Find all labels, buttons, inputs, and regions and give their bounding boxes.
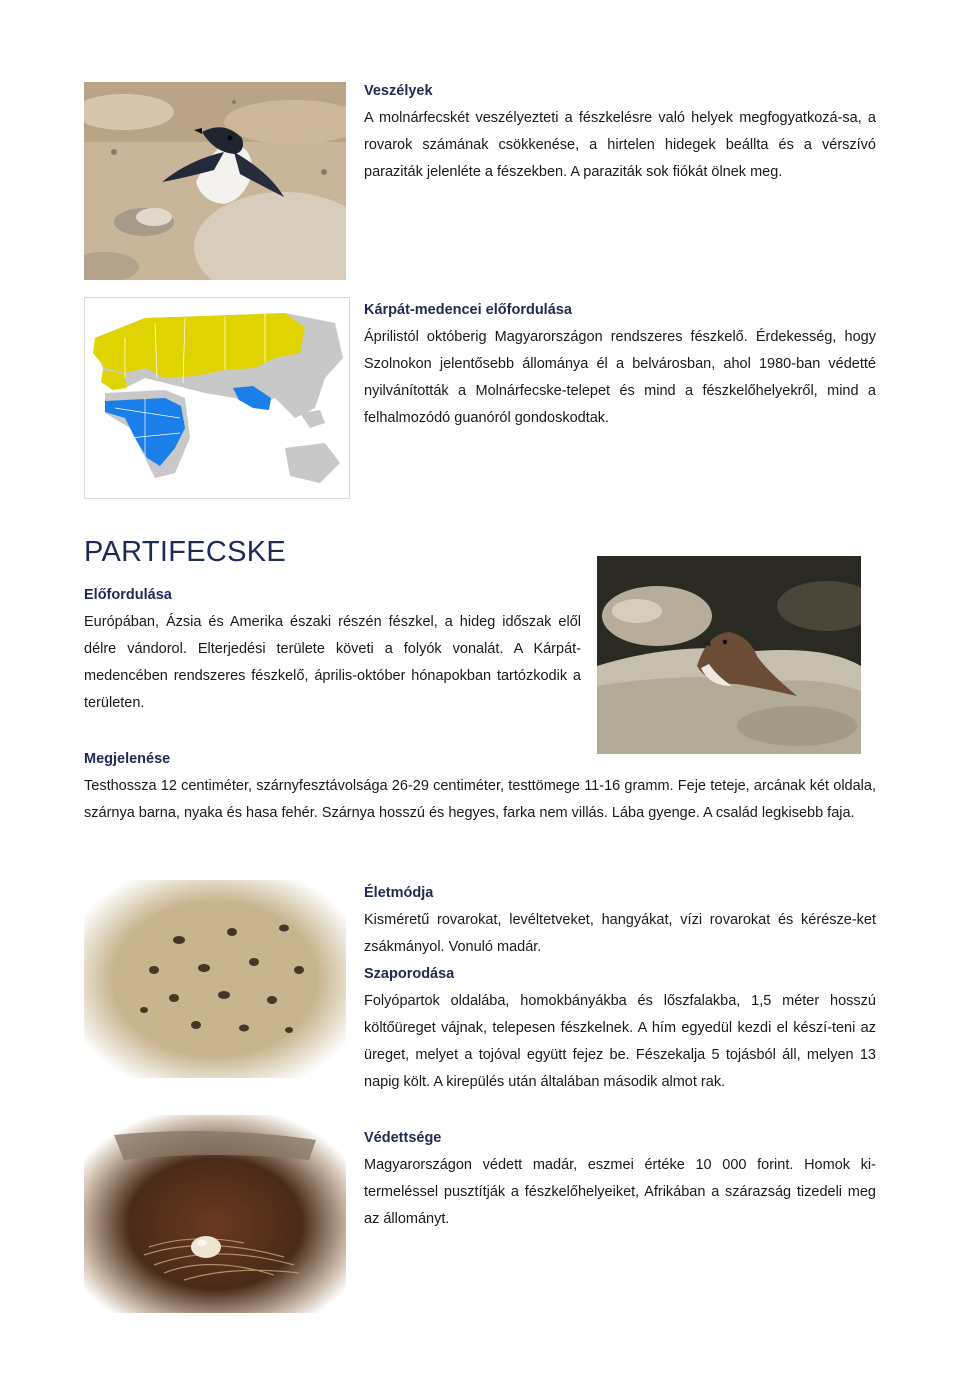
parti-occurrence-section — [84, 582, 581, 717]
nest-photo — [84, 1115, 346, 1313]
lifestyle-section — [364, 880, 876, 1096]
dangers-text: A molnárfecskét veszélyezteti a fészkelésre való helyek megfogyatkozá-sa, a rovarok számának csökkenése, a hirtelen hidegek beállta és a vérszívó paraziták jelenléte a fészekben. A paraziták sok fiókát ölnek meg. — [364, 110, 876, 180]
dangers-section — [364, 78, 876, 186]
molnar-occurrence-text: Áprilistól októberig Magyarországon rendszeres fészkelő. Érdekesség, hogy Szolnokon jelentősebb állománya él a belvárosban, ahol 1980-ban védetté nyilvánították a Molnárfecske-telepet és mind a fészkelőhelyekről, mind a felhalmozódó guanóról gondoskodtak. — [364, 329, 876, 426]
protection-section — [364, 1125, 876, 1233]
lifestyle-heading: Életmódja — [364, 885, 434, 901]
burrow-wall-photo — [84, 880, 346, 1078]
protection-text: Magyarországon védett madár, eszmei értéke 10 000 forint. Homok ki-termeléssel pusztítják a fészkelőhelyeiket, Afrikában a szárazság tizedeli meg az állományt. — [364, 1157, 876, 1227]
reproduction-heading: Szaporodása — [364, 966, 455, 982]
range-map — [84, 297, 350, 499]
sand-martin-photo — [597, 556, 861, 754]
house-martin-photo — [84, 82, 346, 280]
dangers-heading: Veszélyek — [364, 83, 433, 99]
appearance-section — [84, 746, 876, 827]
partifecske-title: PARTIFECSKE — [84, 536, 287, 568]
parti-occurrence-heading: Előfordulása — [84, 587, 172, 603]
protection-heading: Védettsége — [364, 1130, 442, 1146]
molnar-occurrence-heading: Kárpát-medencei előfordulása — [364, 302, 572, 318]
appearance-text: Testhossza 12 centiméter, szárnyfesztávolsága 26-29 centiméter, testtömege 11-16 gramm. Feje teteje, arcának két oldala, szárnya barna, nyaka és hasa fehér. Szárnya hosszú és hegyes, farka nem villás. Lába gyenge. A család legkisebb faja. — [84, 778, 876, 821]
molnar-occurrence-section — [364, 297, 876, 432]
parti-occurrence-text: Európában, Ázsia és Amerika északi részén fészkel, a hideg időszak elől délre vándorol. Elterjedési területe követi a folyók vonalát. A Kárpát-medencében rendszeres fészkelő, április-október hónapokban tartózkodik a területen. — [84, 614, 581, 711]
lifestyle-text: Kisméretű rovarokat, levéltetveket, hangyákat, vízi rovarokat és kérésze-ket zsákmányol. Vonuló madár. — [364, 912, 876, 955]
reproduction-text: Folyópartok oldalába, homokbányákba és lőszfalakba, 1,5 méter hosszú költőüreget vájnak, telepesen fészkelnek. A hím egyedül kezdi el készí-teni az üreget, melyet a tojóval együtt fejez be. Fészekalja 5 tojásból áll, melyen 13 napig költ. A kirepülés után általában második almot rak. — [364, 993, 876, 1090]
appearance-heading: Megjelenése — [84, 751, 171, 767]
